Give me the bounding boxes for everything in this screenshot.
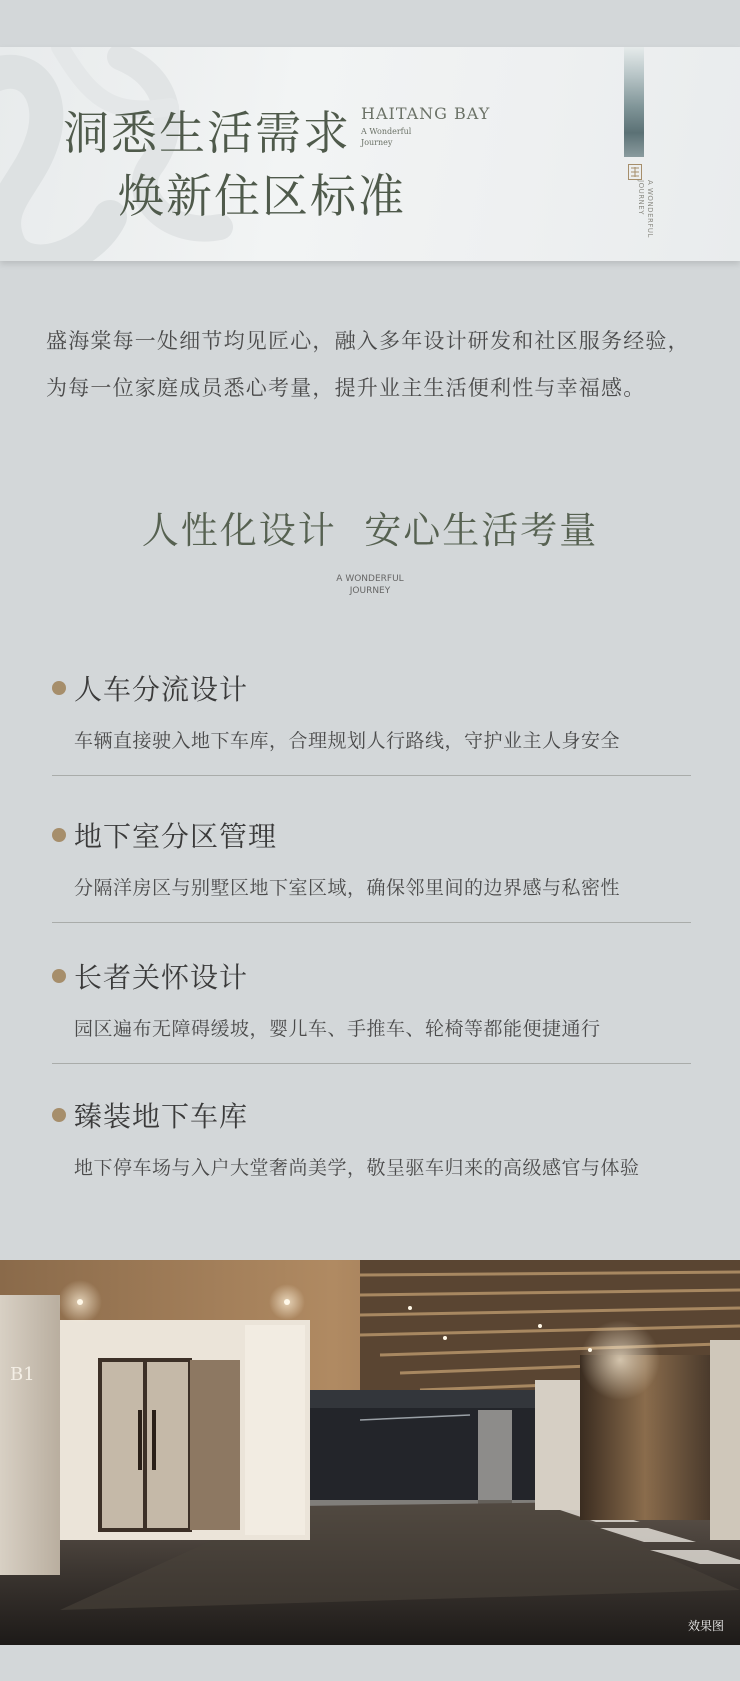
divider	[52, 775, 691, 776]
garage-illustration	[0, 1260, 740, 1645]
feature-description: 园区遍布无障碍缓坡，婴儿车、手推车、轮椅等都能便捷通行	[74, 1018, 601, 1040]
bullet-dot-icon	[52, 828, 66, 842]
divider	[52, 922, 691, 923]
bullet-dot-icon	[52, 969, 66, 983]
landscape-art-strip	[624, 47, 644, 157]
vertical-tagline: A WONDERFUL JOURNEY	[637, 180, 654, 238]
section-title: 人性化设计 安心生活考量	[141, 509, 599, 552]
image-caption: 效果图	[687, 1619, 724, 1633]
feature-description: 分隔洋房区与别墅区地下室区域，确保邻里间的边界感与私密性	[74, 877, 621, 899]
feature-title: 长者关怀设计	[74, 961, 249, 994]
section-subtitle-line2: JOURNEY	[349, 586, 391, 596]
section-subtitle	[0, 573, 740, 597]
intro-paragraph: 盛海棠每一处细节均见匠心，融入多年设计研发和社区服务经验，为每一位家庭成员悉心考量，提升业主生活便利性与幸福感。	[46, 329, 690, 400]
feature-description: 车辆直接驶入地下车库，合理规划人行路线，守护业主人身安全	[74, 730, 621, 752]
divider	[52, 1063, 691, 1064]
header-title-line1: 洞悉生活需求	[63, 106, 351, 160]
header-title-line2: 焕新住区标准	[118, 169, 406, 223]
feature-title: 人车分流设计	[74, 673, 249, 706]
brand-name: HAITANG BAY	[361, 104, 491, 123]
feature-description: 地下停车场与入户大堂奢尚美学，敬呈驱车归来的高级感官与体验	[74, 1157, 640, 1179]
header-banner	[0, 47, 740, 261]
bullet-dot-icon	[52, 1108, 66, 1122]
feature-title: 地下室分区管理	[74, 820, 278, 853]
section-subtitle-line1: A WONDERFUL	[336, 574, 404, 584]
bullet-dot-icon	[52, 681, 66, 695]
seal-icon	[628, 164, 642, 180]
feature-title: 臻装地下车库	[74, 1100, 249, 1133]
floor-sign-b1: B1	[10, 1364, 35, 1385]
garage-rendering-image	[0, 1260, 740, 1645]
brand-tagline: A Wonderful Journey	[361, 127, 412, 147]
